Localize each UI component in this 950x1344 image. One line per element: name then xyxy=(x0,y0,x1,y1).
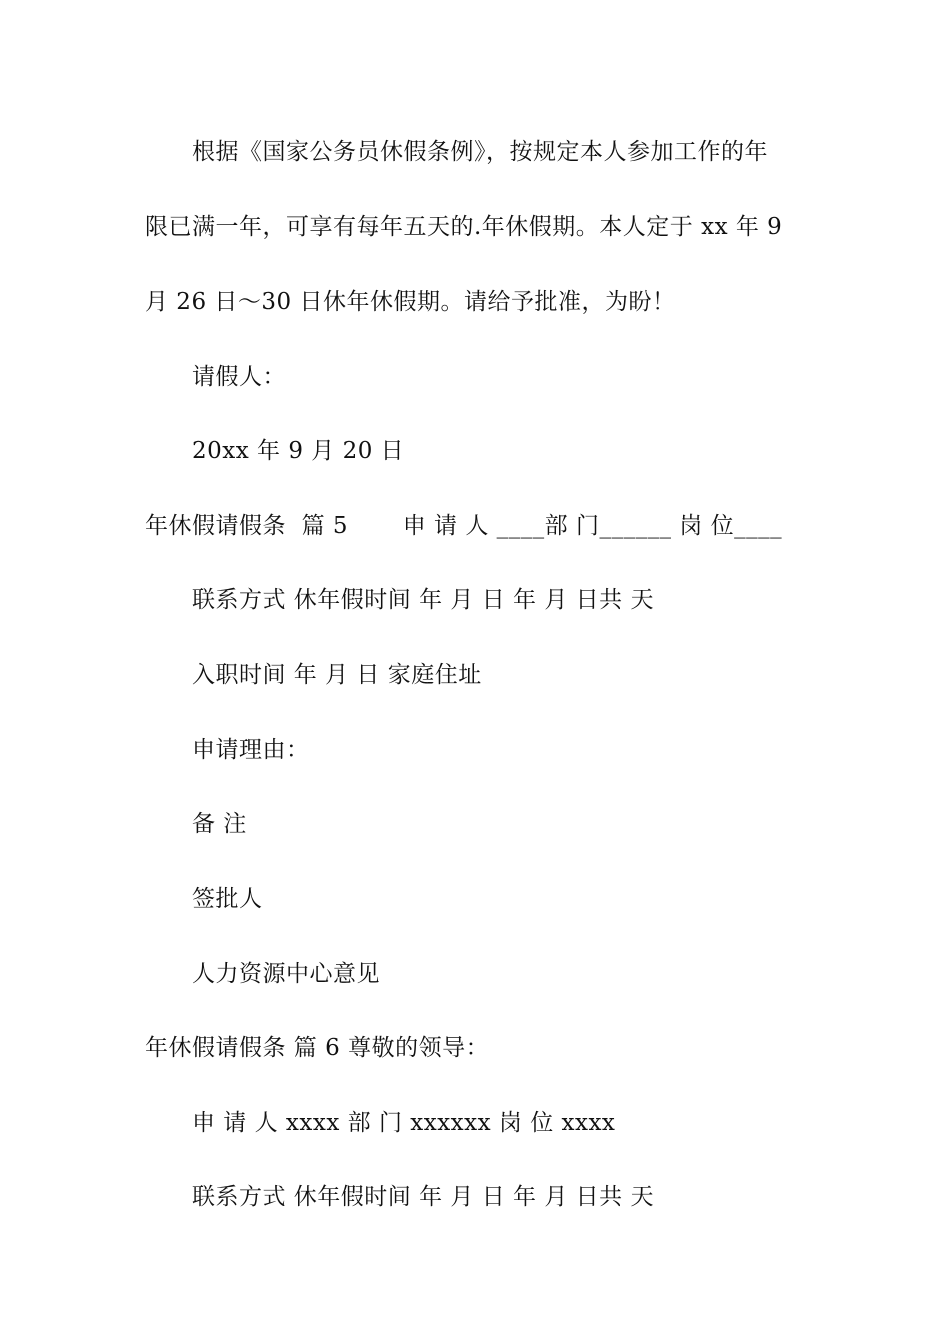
applicant-label: 请假人： xyxy=(192,364,286,390)
form-line-contact: 联系方式 休年假时间 年 月 日 年 月 日共 天 xyxy=(192,587,654,613)
form-line-entry-date: 入职时间 年 月 日 家庭住址 xyxy=(192,662,482,688)
paragraph-line-1: 根据《国家公务员休假条例》，按规定本人参加工作的年 xyxy=(192,139,768,165)
form-line-hr-opinion: 人力资源中心意见 xyxy=(192,961,380,987)
form-line-remarks: 备 注 xyxy=(192,811,247,837)
section-heading-6: 年休假请假条 篇 6 尊敬的领导： xyxy=(145,1035,490,1061)
form-line-applicant: 申 请 人 xxxx 部 门 xxxxxx 岗 位 xxxx xyxy=(192,1110,616,1136)
section-heading-5: 年休假请假条 篇 5 申 请 人 ____部 门______ 岗 位____ xyxy=(145,513,783,539)
form-line-contact-2: 联系方式 休年假时间 年 月 日 年 月 日共 天 xyxy=(192,1184,654,1210)
paragraph-line-2: 限已满一年，可享有每年五天的.年休假期。本人定于 xx 年 9 xyxy=(145,214,783,240)
form-line-reason: 申请理由： xyxy=(192,737,310,763)
paragraph-line-3: 月 26 日～30 日休年休假期。请给予批准，为盼！ xyxy=(145,289,676,315)
form-line-approver: 签批人 xyxy=(192,886,263,912)
date-line: 20xx 年 9 月 20 日 xyxy=(192,438,405,464)
